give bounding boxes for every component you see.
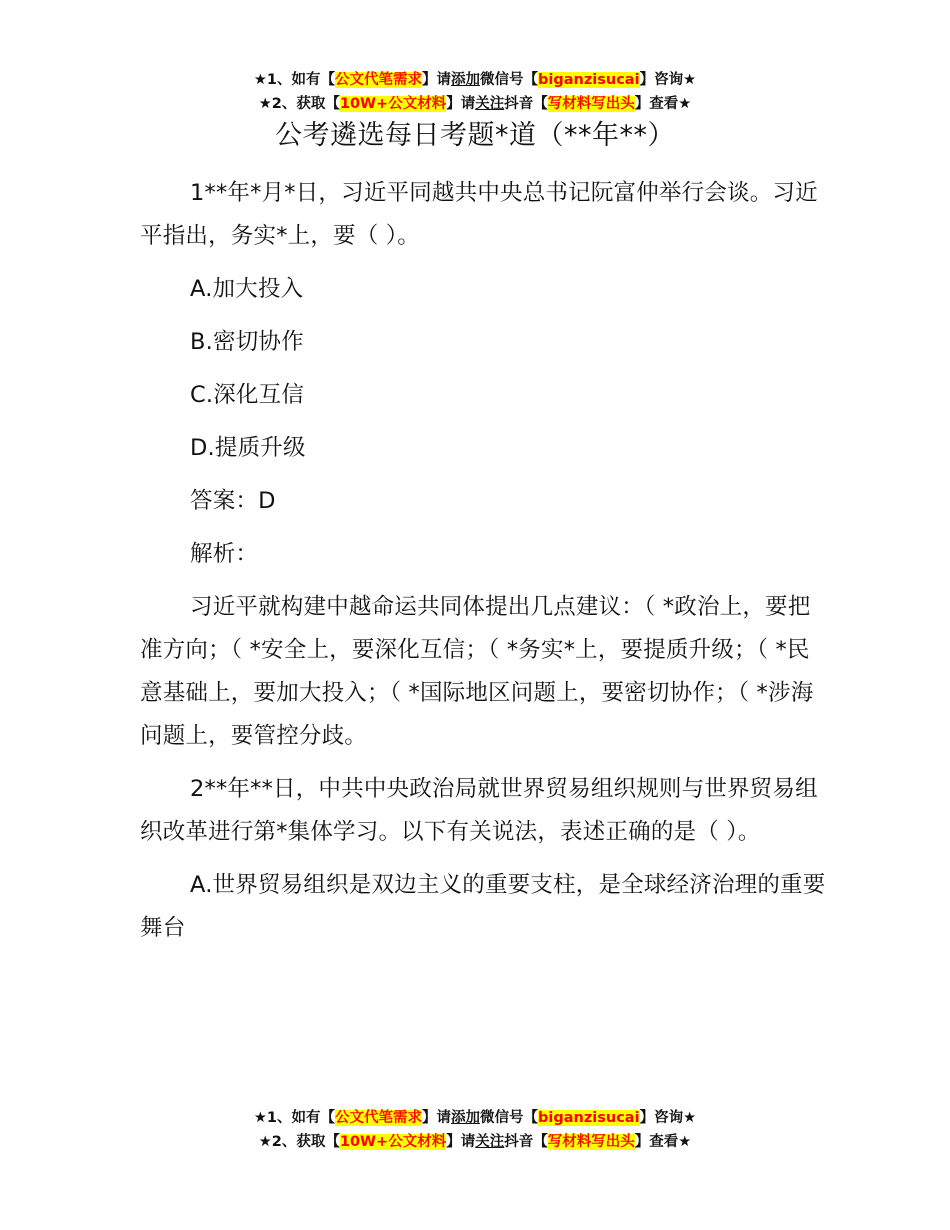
analysis-text: 习近平就构建中越命运共同体提出几点建议：（ *政治上，要把准方向；（ *安全上，要深化互信；（ *务实*上，要提质升级；（ *民意基础上，要加大投入；（ *国际地区问题上，要密切协作；（ *涉海问题上，要管控分歧。 <box>140 594 814 749</box>
option-c: C.深化互信 <box>190 382 305 408</box>
banner-text: 微信号【 <box>480 1110 539 1126</box>
document-body <box>140 172 830 960</box>
banner-text: ★1、如有【 <box>253 1110 336 1126</box>
banner-text: 】查看★ <box>634 1134 692 1150</box>
banner-highlight-materials: 10W+公文材料 <box>339 96 447 112</box>
banner-underlined-text: 关注 <box>475 96 505 112</box>
banner-highlight-douyin: 写材料写出头 <box>547 96 635 112</box>
question-1-stem: 1**年*月*日，习近平同越共中央总书记阮富仲举行会谈。习近平指出，务实*上，要（ ）。 <box>140 180 818 249</box>
option-d: D.提质升级 <box>190 435 306 461</box>
banner-line-2 <box>0 1130 950 1154</box>
answer: 答案：D <box>190 488 276 514</box>
banner-underlined-text: 添加 <box>451 72 481 88</box>
question-2-option-a: A.世界贸易组织是双边主义的重要支柱，是全球经济治理的重要舞台 <box>140 872 826 941</box>
banner-text: 】请 <box>446 96 476 112</box>
banner-text: 】咨询★ <box>639 72 697 88</box>
banner-text: 】查看★ <box>634 96 692 112</box>
option-b: B.密切协作 <box>190 329 304 355</box>
footer-banner <box>0 1106 950 1154</box>
banner-underlined-text: 关注 <box>475 1134 505 1150</box>
option-a: A.加大投入 <box>190 276 304 302</box>
banner-text: 微信号【 <box>480 72 539 88</box>
banner-highlight-wechat-id: biganzisucai <box>538 72 640 88</box>
banner-underlined-text: 添加 <box>451 1110 481 1126</box>
banner-text: 抖音【 <box>504 1134 548 1150</box>
banner-text: 】请 <box>422 1110 452 1126</box>
banner-text: ★1、如有【 <box>253 72 336 88</box>
banner-line-1 <box>0 68 950 92</box>
question-2-stem: 2**年**日，中共中央政治局就世界贸易组织规则与世界贸易组织改革进行第*集体学习。以下有关说法，表述正确的是（ ）。 <box>140 776 818 845</box>
banner-highlight-service: 公文代笔需求 <box>335 72 423 88</box>
banner-line-1 <box>0 1106 950 1130</box>
banner-text: 】请 <box>446 1134 476 1150</box>
banner-highlight-service: 公文代笔需求 <box>335 1110 423 1126</box>
page-title: 公考遴选每日考题*道（**年**） <box>275 120 675 151</box>
analysis-label: 解析： <box>190 541 259 567</box>
banner-text: ★2、获取【 <box>258 96 340 112</box>
banner-highlight-douyin: 写材料写出头 <box>547 1134 635 1150</box>
banner-highlight-materials: 10W+公文材料 <box>339 1134 447 1150</box>
banner-highlight-wechat-id: biganzisucai <box>538 1110 640 1126</box>
banner-text: 】咨询★ <box>639 1110 697 1126</box>
header-banner <box>0 68 950 116</box>
banner-text: ★2、获取【 <box>258 1134 340 1150</box>
banner-text: 抖音【 <box>504 96 548 112</box>
banner-line-2 <box>0 92 950 116</box>
banner-text: 】请 <box>422 72 452 88</box>
